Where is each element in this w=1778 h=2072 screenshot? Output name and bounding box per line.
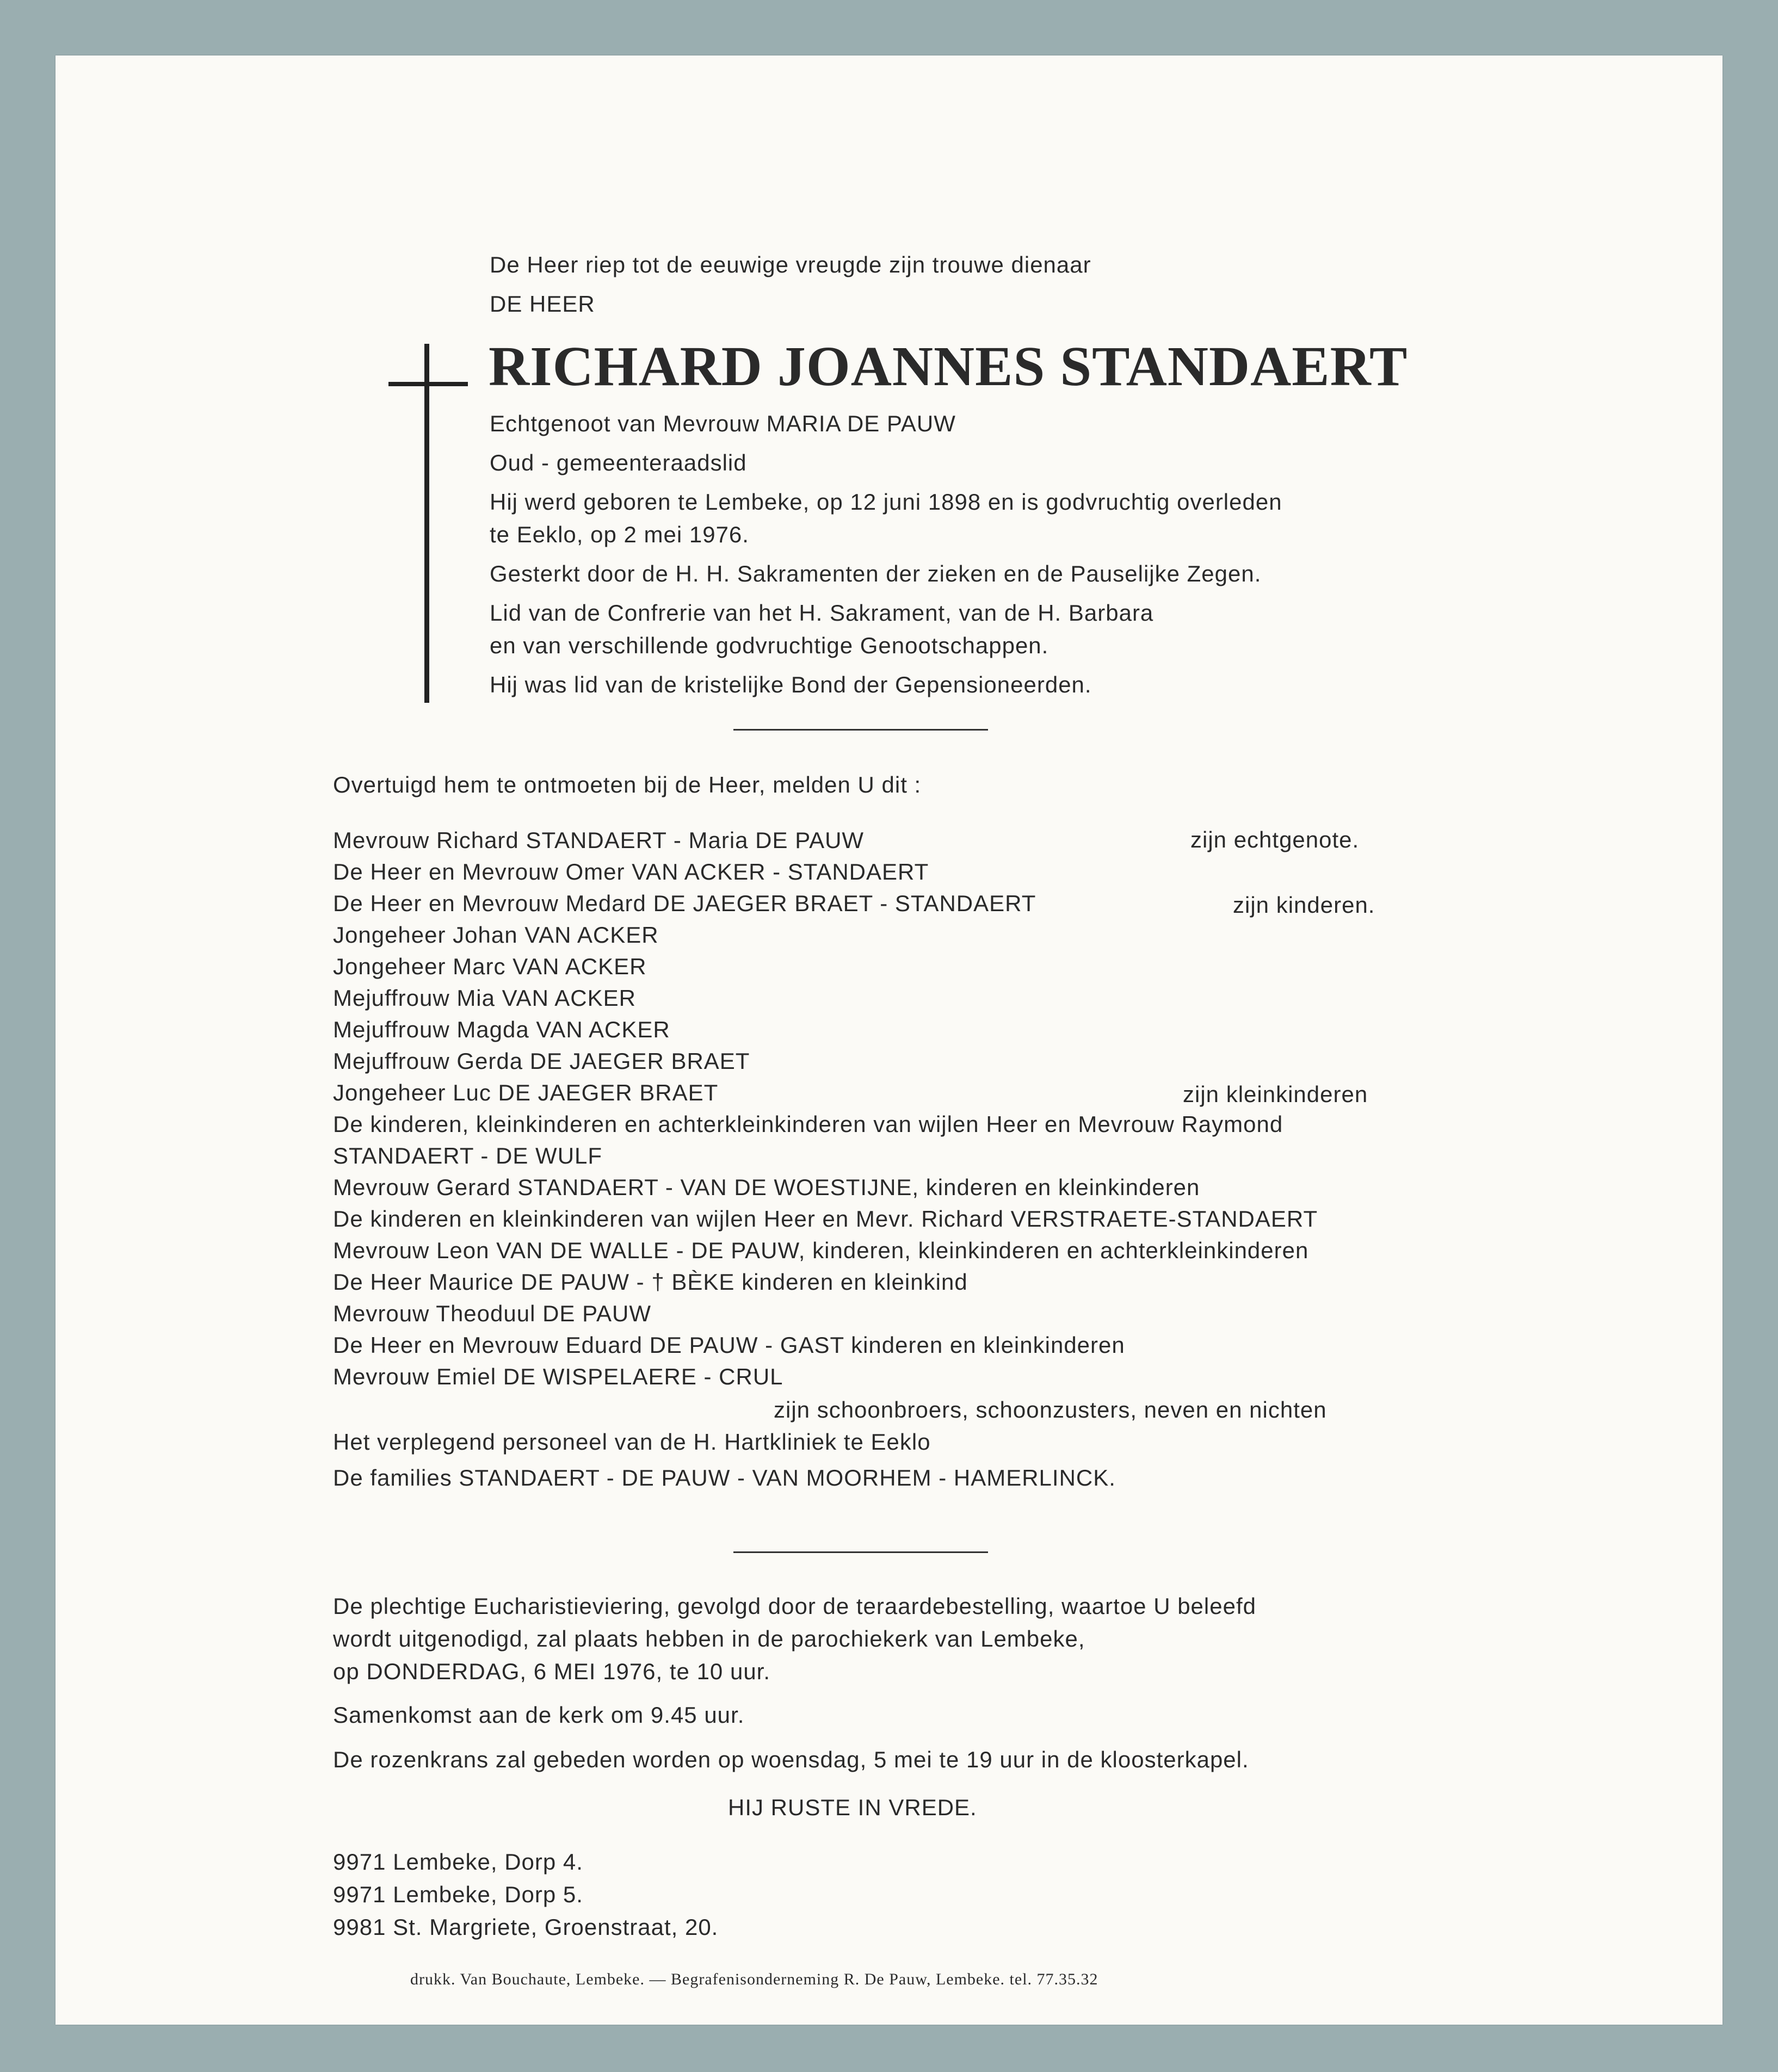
family-line: Jongeheer Marc VAN ACKER	[333, 954, 647, 979]
divider-top	[733, 729, 988, 731]
divider-bottom	[733, 1551, 988, 1553]
ceremony-line: op DONDERDAG, 6 MEI 1976, te 10 uur.	[333, 1659, 771, 1684]
family-line: Mejuffrouw Magda VAN ACKER	[333, 1017, 670, 1042]
title-line: DE HEER	[490, 291, 595, 317]
ceremony-line: De plechtige Eucharistieviering, gevolgd door de teraardebestelling, waartoe U beleefd	[333, 1593, 1256, 1619]
family-line: Jongeheer Luc DE JAEGER BRAET	[333, 1080, 719, 1105]
confrerie-line: Lid van de Confrerie van het H. Sakrament, van de H. Barbara	[490, 600, 1154, 626]
family-line: Mevrouw Gerard STANDAERT - VAN DE WOESTIJNE, kinderen en kleinkinderen	[333, 1174, 1200, 1200]
gathering-line: Samenkomst aan de kerk om 9.45 uur.	[333, 1702, 745, 1728]
family-line: Mejuffrouw Mia VAN ACKER	[333, 985, 636, 1011]
family-line: Mevrouw Richard STANDAERT - Maria DE PAUW	[333, 827, 865, 853]
family-line: De Heer en Mevrouw Omer VAN ACKER - STANDAERT	[333, 859, 929, 885]
address-line: 9971 Lembeke, Dorp 4.	[333, 1849, 583, 1875]
address-line: 9971 Lembeke, Dorp 5.	[333, 1882, 583, 1907]
address-line: 9981 St. Margriete, Groenstraat, 20.	[333, 1914, 719, 1940]
staff-line: Het verplegend personeel van de H. Hartkliniek te Eeklo	[333, 1429, 931, 1455]
deceased-name: RICHARD JOANNES STANDAERT	[489, 335, 1408, 398]
family-line: De Heer en Mevrouw Eduard DE PAUW - GAST kinderen en kleinkinderen	[333, 1332, 1125, 1358]
spouse-line: Echtgenoot van Mevrouw MARIA DE PAUW	[490, 411, 956, 436]
family-line: De kinderen en kleinkinderen van wijlen Heer en Mevr. Richard VERSTRAETE-STANDAERT	[333, 1206, 1318, 1232]
societies-line: en van verschillende godvruchtige Genootschappen.	[490, 633, 1049, 658]
family-intro: Overtuigd hem te ontmoeten bij de Heer, melden U dit :	[333, 772, 922, 797]
families-line: De families STANDAERT - DE PAUW - VAN MOORHEM - HAMERLINCK.	[333, 1465, 1116, 1490]
sacraments-line: Gesterkt door de H. H. Sakramenten der zieken en de Pauselijke Zegen.	[490, 561, 1262, 586]
rosary-line: De rozenkrans zal gebeden worden op woensdag, 5 mei te 19 uur in de kloosterkapel.	[333, 1747, 1249, 1772]
death-line: te Eeklo, op 2 mei 1976.	[490, 522, 749, 547]
intro-line: De Heer riep tot de eeuwige vreugde zijn trouwe dienaar	[490, 252, 1091, 277]
printer-footer: drukk. Van Bouchaute, Lembeke. — Begrafenisonderneming R. De Pauw, Lembeke. tel. 77.35.32	[410, 1970, 1098, 1988]
relation-children: zijn kinderen.	[1233, 892, 1375, 918]
ceremony-line: wordt uitgenodigd, zal plaats hebben in de parochiekerk van Lembeke,	[333, 1626, 1085, 1652]
family-line: Mejuffrouw Gerda DE JAEGER BRAET	[333, 1048, 750, 1074]
birth-line: Hij werd geboren te Lembeke, op 12 juni 1898 en is godvruchtig overleden	[490, 489, 1282, 515]
relation-grandchildren: zijn kleinkinderen	[1183, 1081, 1368, 1107]
relation-spouse: zijn echtgenote.	[1190, 827, 1360, 852]
family-line: Mevrouw Leon VAN DE WALLE - DE PAUW, kinderen, kleinkinderen en achterkleinkinderen	[333, 1238, 1309, 1263]
memorial-card	[55, 55, 1723, 2025]
rest-in-peace: HIJ RUSTE IN VREDE.	[728, 1795, 977, 1820]
cross-icon	[388, 344, 468, 703]
role-line: Oud - gemeenteraadslid	[490, 450, 747, 475]
relation-siblings: zijn schoonbroers, schoonzusters, neven en nichten	[774, 1397, 1327, 1422]
family-line: De kinderen, kleinkinderen en achterkleinkinderen van wijlen Heer en Mevrouw Raymond	[333, 1111, 1283, 1137]
family-line: Mevrouw Theoduul DE PAUW	[333, 1301, 651, 1326]
family-line: Mevrouw Emiel DE WISPELAERE - CRUL	[333, 1364, 783, 1389]
family-line: Jongeheer Johan VAN ACKER	[333, 922, 659, 948]
family-line: STANDAERT - DE WULF	[333, 1143, 603, 1168]
family-line: De Heer Maurice DE PAUW - † BÈKE kinderen en kleinkind	[333, 1269, 968, 1295]
family-line: De Heer en Mevrouw Medard DE JAEGER BRAET - STANDAERT	[333, 890, 1036, 916]
pensioners-line: Hij was lid van de kristelijke Bond der Gepensioneerden.	[490, 672, 1092, 697]
